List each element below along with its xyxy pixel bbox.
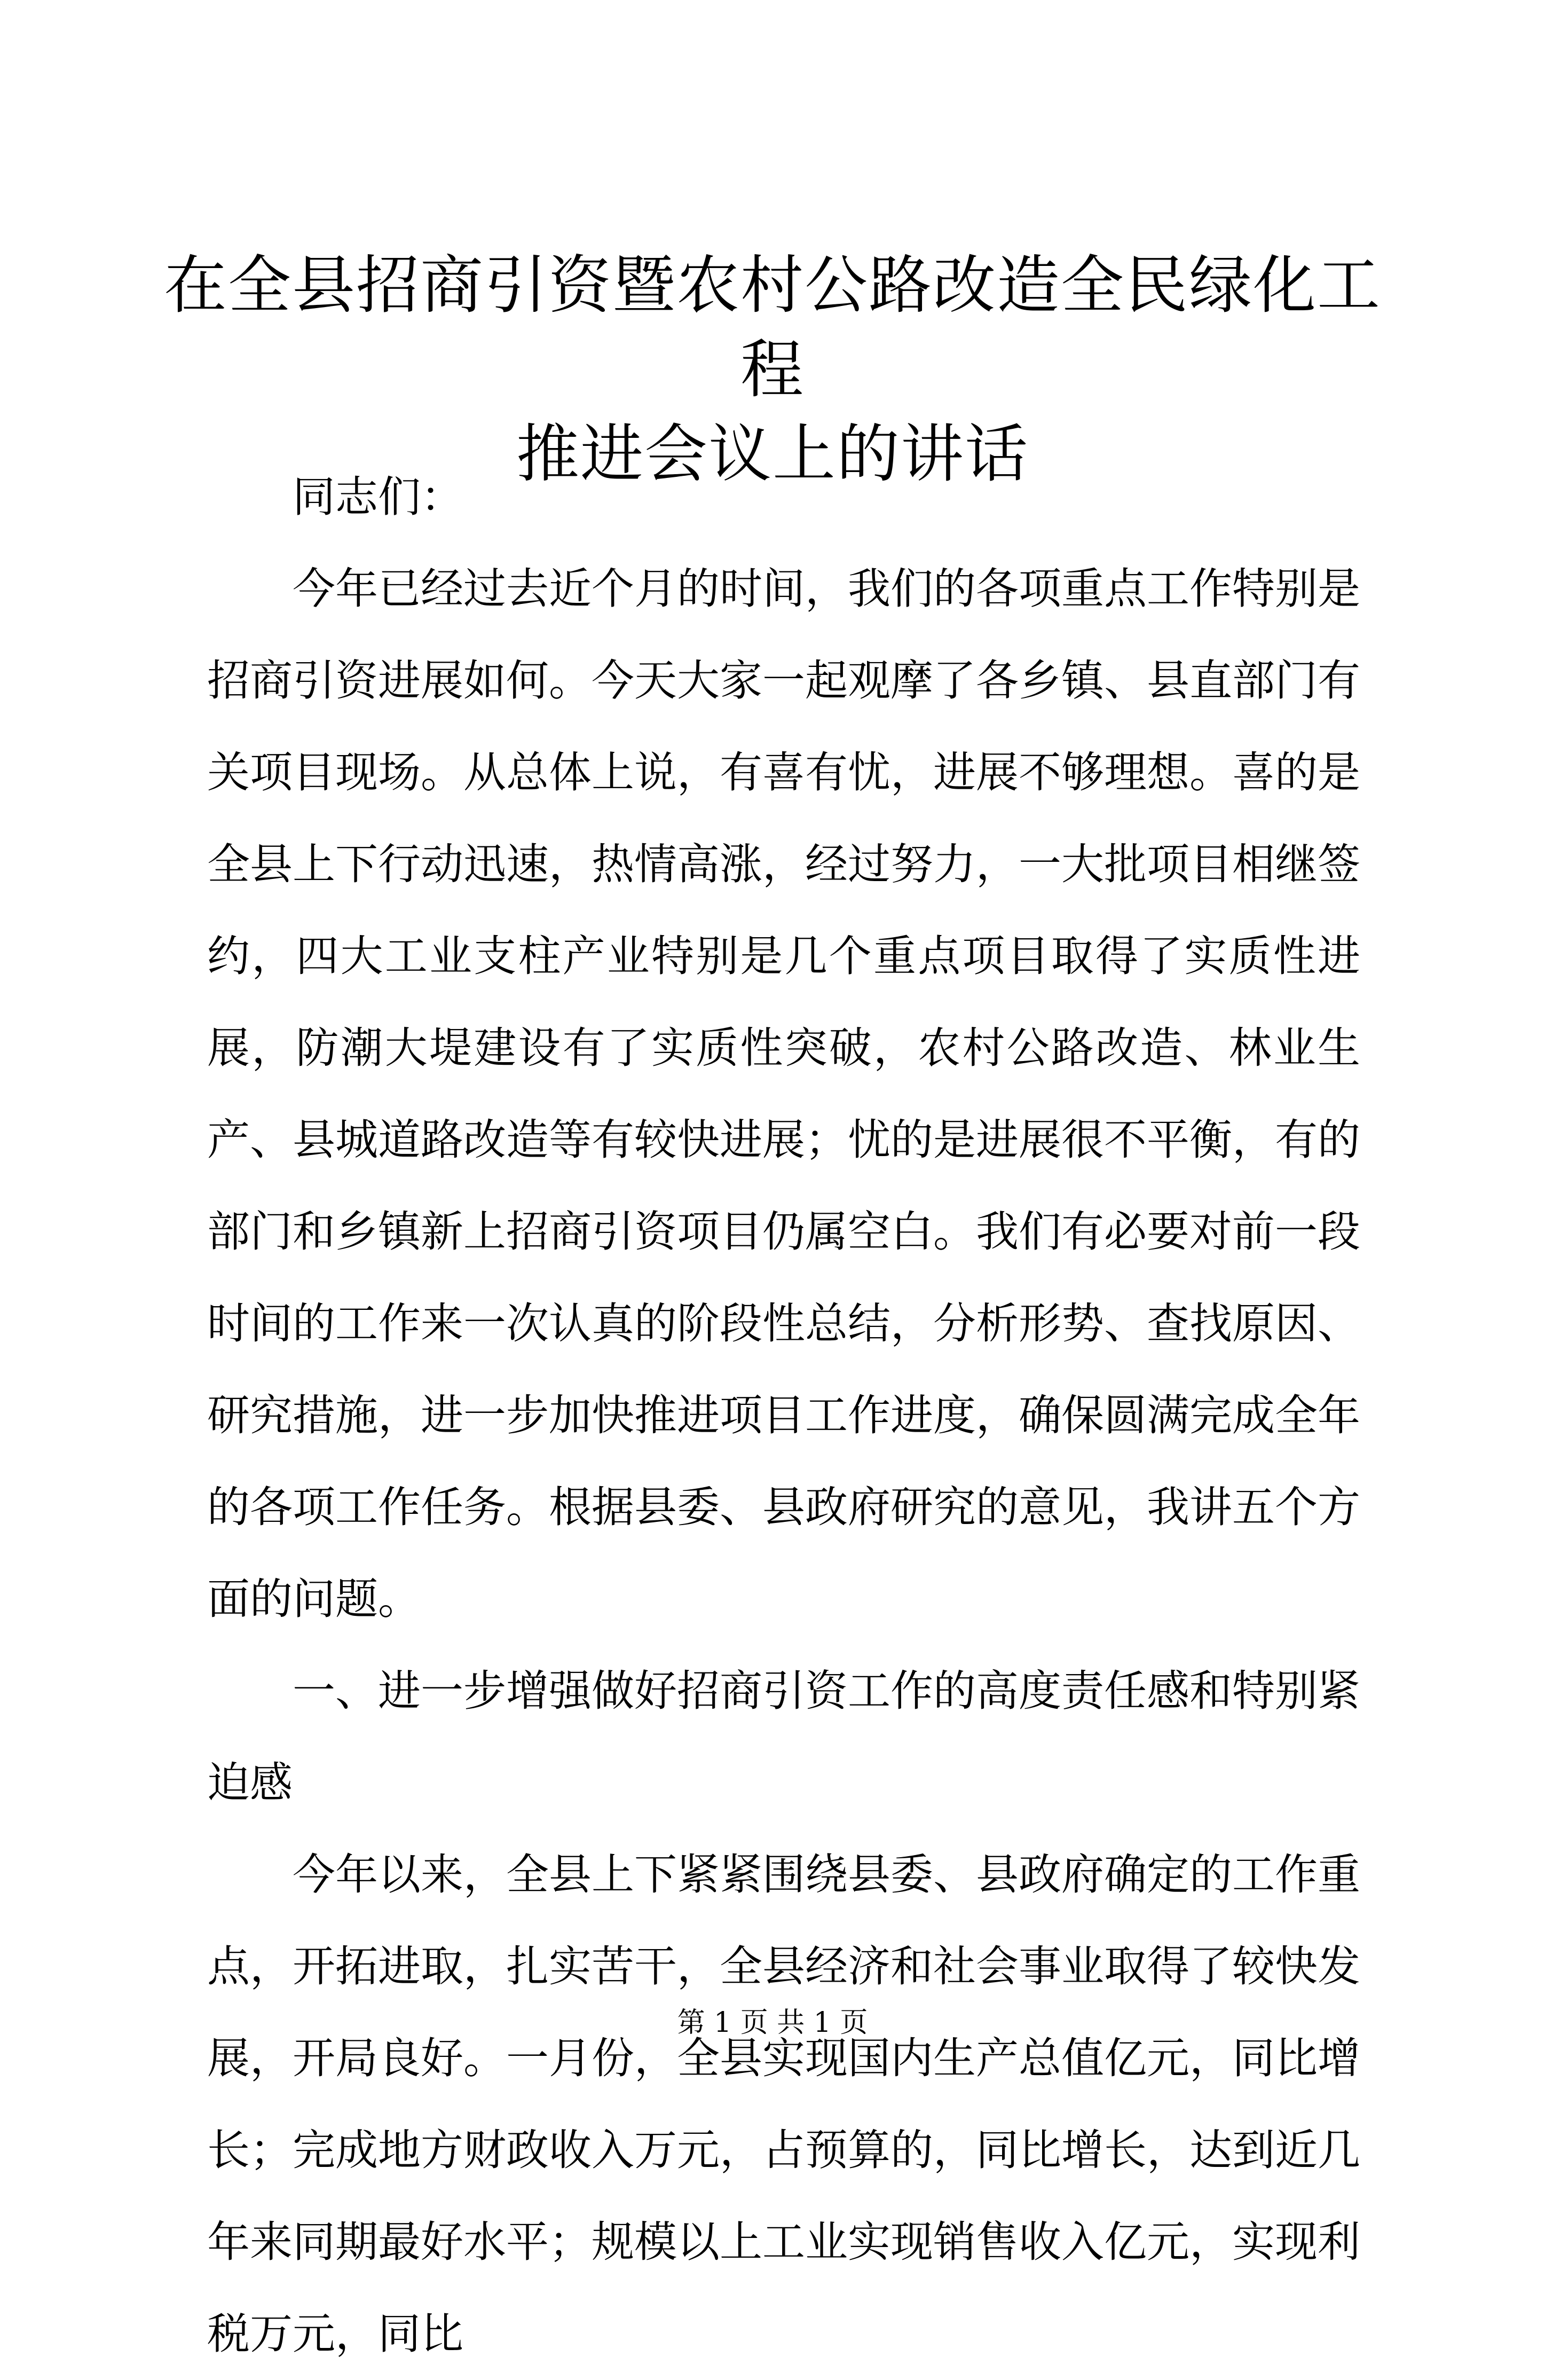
section-heading-1: 一、进一步增强做好招商引资工作的高度责任感和特别紧迫感 <box>207 1666 1360 1808</box>
title-line-2: 推进会议上的讲话 <box>516 417 1029 491</box>
salutation: 同志们： <box>293 472 463 522</box>
paragraph-section-1: 今年以来，全县上下紧紧围绕县委、县政府确定的工作重点，开拓进取，扎实苦干，全县经济和社会事业取得了较快发展，开局良好。一月份，全县实现国内生产总值亿元，同比增长；完成地方财政收入万元，占预算的，同比增长，达到近几年来同期最好水平；规模以上工业实现销售收入亿元，实现利税万元，同比 <box>207 1850 1360 2359</box>
document-body <box>207 451 1360 2380</box>
page-footer: 第 1 页 共 1 页 <box>677 2007 868 2039</box>
paragraph-intro: 今年已经过去近个月的时间，我们的各项重点工作特别是招商引资进展如何。今天大家一起观摩了各乡镇、县直部门有关项目现场。从总体上说，有喜有忧，进展不够理想。喜的是全县上下行动迅速，热情高涨，经过努力，一大批项目相继签约，四大工业支柱产业特别是几个重点项目取得了实质性进展，防潮大堤建设有了实质性突破，农村公路改造、林业生产、县城道路改造等有较快进展；忧的是进展很不平衡，有的部门和乡镇新上招商引资项目仍属空白。我们有必要对前一段时间的工作来一次认真的阶段性总结，分析形势、查找原因、研究措施，进一步加快推进项目工作进度，确保圆满完成全年的各项工作任务。根据县委、县政府研究的意见，我讲五个方面的问题。 <box>207 564 1360 1624</box>
title-line-1: 在全县招商引资暨农村公路改造全民绿化工程 <box>163 248 1381 406</box>
